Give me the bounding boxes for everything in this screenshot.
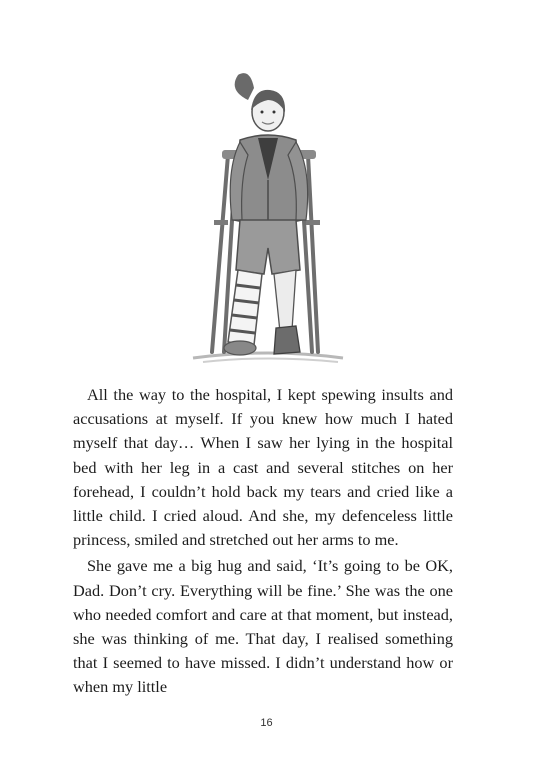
paragraph: She gave me a big hug and said, ‘It’s going to be OK, Dad. Don’t cry. Everything will be fine.’ She was the one who needed comfort and care at that moment, but instead, she was thinking of me. That day, I realised something that I seemed to have missed. I didn’t understand how or when my little xyxy=(73,556,453,697)
body-text xyxy=(73,383,453,700)
girl-on-crutches-illustration xyxy=(188,70,348,370)
page-number: 16 xyxy=(260,717,273,729)
illustration-drawing xyxy=(188,70,348,370)
paragraph: All the way to the hospital, I kept spewing insults and accusations at myself. If you knew how much I hated myself that day… When I saw her lying in the hospital bed with her leg in a cast and several stitches on her forehead, I couldn’t hold back my tears and cried like a little child. I cried aloud. And she, my defenceless little princess, smiled and stretched out her arms to me. xyxy=(73,385,453,550)
